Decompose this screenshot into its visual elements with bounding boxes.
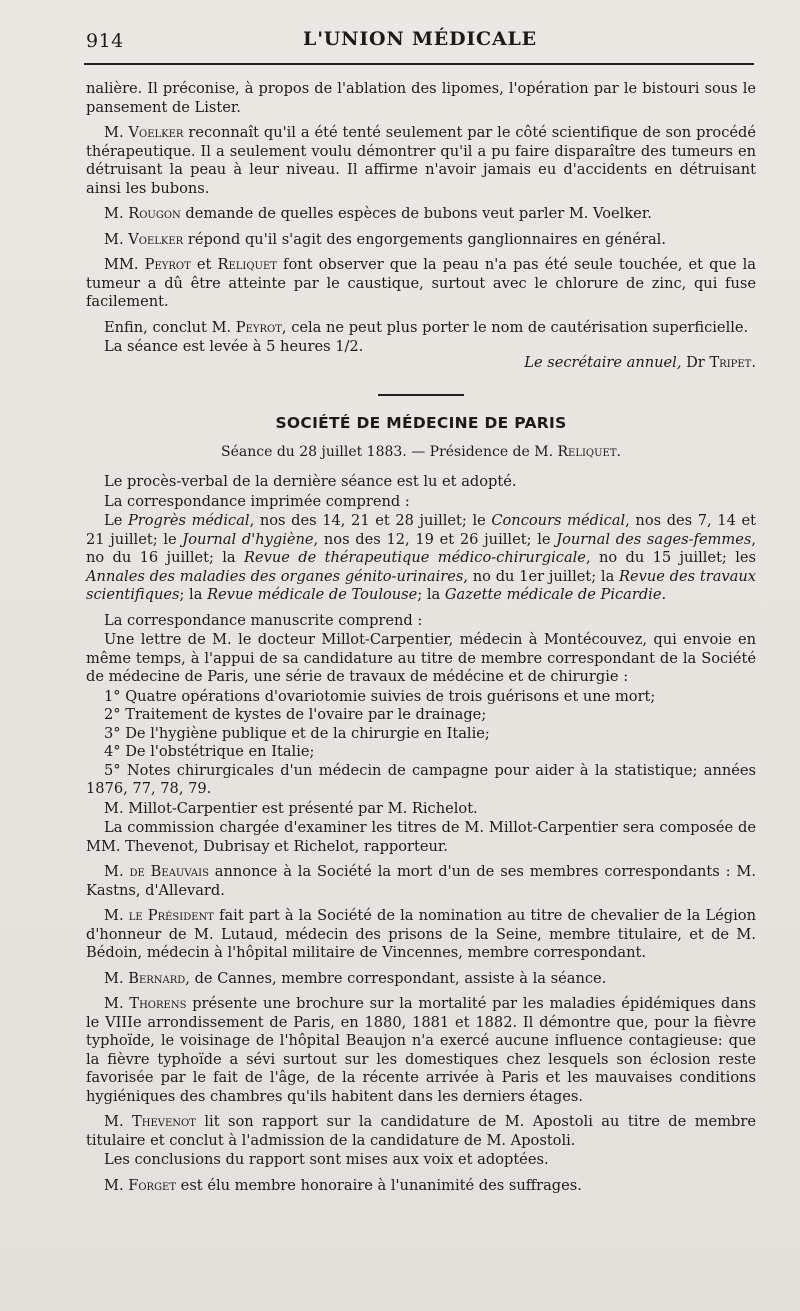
speaker-name: M. Thevenot	[104, 1113, 196, 1130]
works-list	[86, 688, 756, 799]
paragraph-presented: M. Millot-Carpentier est présenté par M. Richelot.	[104, 799, 478, 817]
paragraph-bernard: M. Bernard, de Cannes, membre correspondant, assiste à la séance.	[104, 969, 607, 987]
paragraph-lipomes: nalière. Il préconise, à propos de l'ablation des lipomes, l'opération par le bistouri sous le pansement de Lister.	[86, 80, 756, 116]
speaker-name: M. Voelker	[104, 124, 184, 141]
speaker-name: M. Peyrot	[211, 318, 282, 336]
paragraph-thorens: M. Thorens présente une brochure sur la mortalité par les maladies épidémiques dans le VIIIe arrondissement de Paris, en 1880, 1881 et 1882. Il démontre que, pour la fièvre typhoïde, le voisinage de l'hôpital Beaujon n'a exercé aucune influence contagieuse: que la fièvre typhoïde a sévi surtout sur les domestiques chez lesquels son éclosion reste favorisée par le fait de l'âge, de la récente arrivée à Paris et les mauvaises conditions hygiéniques des chambres qu'ils habitent dans les derniers étages.	[86, 995, 756, 1105]
paragraph-peyrot-reliquet: MM. Peyrot et Reliquet font observer que la peau n'a pas été seule touchée, et que la tumeur a dû être atteinte par le caustique, surtout avec le chlorure de zinc, qui fuse facilement.	[86, 256, 756, 310]
speaker-name: M. de Beauvais	[104, 863, 209, 880]
signature-name: Tripet	[709, 353, 752, 371]
running-title: L'UNION MÉDICALE	[303, 28, 537, 50]
paragraph-beauvais: M. de Beauvais annonce à la Société la mort d'un de ses membres correspondants : M. Kastns, d'Allevard.	[86, 863, 756, 899]
paragraph-millot-letter: Une lettre de M. le docteur Millot-Carpentier, médecin à Montécouvez, qui envoie en même temps, à l'appui de sa candidature au titre de membre correspondant de la Société de médecine de Paris, une série de travaux de médécine et de chirurgie :	[86, 631, 756, 685]
paragraph-journal-list: Le Progrès médical, nos des 14, 21 et 28 juillet; le Concours médical, nos des 7, 14 et 21 juillet; le Journal d'hygiène, nos des 12, 19 et 26 juillet; le Journal des sages-femmes, no du 16 juillet; la Revue de thérapeutique médico-chirurgicale, no du 15 juillet; les Annales des maladies des organes génito-urinaires, no du 1er juillet; la Revue des travaux scientifiques; la Revue médicale de Toulouse; la Gazette médicale de Picardie.	[86, 512, 756, 603]
speaker-name: M. Rougon	[104, 205, 181, 222]
paragraph-seance-levee: La séance est levée à 5 heures 1/2.	[104, 338, 364, 355]
signature: Le secrétaire annuel, Dr Tripet.	[524, 353, 756, 371]
speaker-name: Peyrot	[144, 256, 191, 273]
paragraph-correspondance-imprimee: La correspondance imprimée comprend :	[104, 492, 410, 510]
page-header	[86, 26, 754, 66]
list-item: 1° Quatre opérations d'ovariotomie suivies de trois guérisons et une mort;	[104, 687, 656, 705]
speaker-name: M. Forget	[104, 1176, 177, 1194]
paragraph-correspondance-manuscrite: La correspondance manuscrite comprend :	[104, 611, 423, 629]
speaker-name: M. le Président	[104, 907, 214, 924]
paragraph-president: M. le Président fait part à la Société de la nomination au titre de chevalier de la Légion d'honneur de M. Lutaud, médecin des prisons de la Seine, membre titulaire, et de M. Bédoin, médecin à l'hôpital militaire de Vincennes, membre correspondant.	[86, 907, 756, 961]
paragraph-commission: La commission chargée d'examiner les titres de M. Millot-Carpentier sera composée de MM. Thevenot, Dubrisay et Richelot, rapporteur.	[86, 819, 756, 855]
list-item: 5° Notes chirurgicales d'un médecin de campagne pour aider à la statistique; années 1876, 77, 78, 79.	[86, 761, 756, 797]
page-number: 914	[86, 30, 124, 52]
paragraph-rougon: M. Rougon demande de quelles espèces de bubons veut parler M. Voelker.	[104, 205, 652, 222]
paragraph-proces-verbal: Le procès-verbal de la dernière séance est lu et adopté.	[104, 473, 517, 490]
speaker-name: M. Thorens	[104, 995, 187, 1012]
header-rule	[84, 63, 754, 65]
president-name: Reliquet	[557, 443, 617, 460]
seance-line: Séance du 28 juillet 1883. — Présidence de M. Reliquet.	[221, 443, 621, 460]
paragraph-thevenot: M. Thevenot lit son rapport sur la candidature de M. Apostoli au titre de membre titulaire et conclut à l'admission de la candidature de M. Apostoli.	[86, 1113, 756, 1149]
list-item: 4° De l'obstétrique en Italie;	[104, 743, 315, 760]
paragraph-voelker-2: M. Voelker répond qu'il s'agit des engorgements ganglionnaires en général.	[104, 230, 666, 248]
list-item: 3° De l'hygiène publique et de la chirurgie en Italie;	[104, 724, 490, 742]
page-body	[86, 80, 756, 1202]
section-separator	[378, 394, 464, 396]
speaker-name: M. Voelker	[104, 230, 184, 248]
list-item: 2° Traitement de kystes de l'ovaire par le drainage;	[104, 706, 487, 723]
speaker-name: Reliquet	[217, 256, 277, 273]
paragraph-peyrot-conclusion: Enfin, conclut M. Peyrot, cela ne peut plus porter le nom de cautérisation superficielle.	[104, 318, 749, 336]
section-title: SOCIÉTÉ DE MÉDECINE DE PARIS	[275, 414, 567, 432]
paragraph-voelker-1: M. Voelker reconnaît qu'il a été tenté seulement par le côté scientifique de son procédé thérapeutique. Il a seulement voulu démontrer qu'il a pu faire disparaître des tumeurs en détruisant la peau à leur niveau. Il affirme n'avoir jamais eu d'accidents en détruisant ainsi les bubons.	[86, 124, 756, 197]
paragraph-forget: M. Forget est élu membre honoraire à l'unanimité des suffrages.	[104, 1176, 582, 1194]
paragraph-conclusions: Les conclusions du rapport sont mises aux voix et adoptées.	[104, 1151, 549, 1168]
speaker-name: M. Bernard	[104, 969, 186, 987]
